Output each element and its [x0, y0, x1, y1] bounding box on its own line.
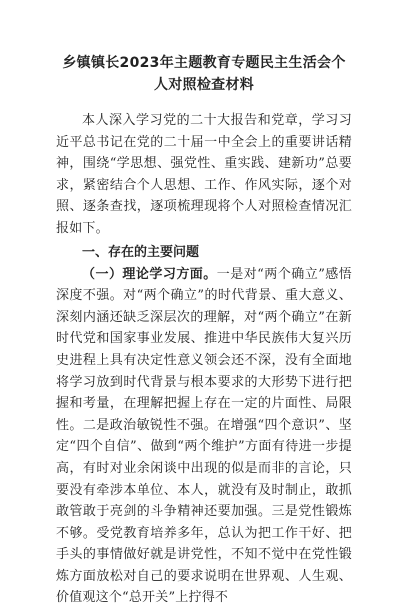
subsection-paragraph — [56, 264, 352, 609]
section-heading: 一、存在的主要问题 — [82, 244, 200, 260]
subsection-lead: （一）理论学习方面。 — [82, 266, 217, 282]
subsection-body: 一是对“两个确立”感悟深度不强。对“两个确立”的时代背景、重大意义、深刻内涵还缺乏深层次的理解，对“两个确立”在新时代党和国家事业发展、推进中华民族伟大复兴历史进程上具有决定性意义领会还不深，没有全面地将学习放到时代背景与根本要求的大形势下进行把握和考量，在理解把握上存在一定的片面性、局限性。二是政治敏锐性不强。在增强“四个意识”、坚定“四个自信”、做到“两个维护”方面有待进一步提高，有时对业余闲谈中出现的似是而非的言论，只要没有牵涉本单位、本人，就没有及时制止，敢抓敢管敢于亮剑的斗争精神还要加强。三是党性锻炼不够。受党教育培养多年，总认为把工作干好、把手头的事情做好就是讲党性，不知不觉中在党性锻炼方面放松对自己的要求说明在世界观、人生观、价值观这个“总开关”上拧得不 — [56, 266, 352, 606]
document-title: 乡镇镇长2023年主题教育专题民主生活会个人对照检查材料 — [62, 55, 346, 93]
intro-paragraph: 本人深入学习党的二十大报告和党章，学习习近平总书记在党的二十届一中全会上的重要讲话精神，围绕“学思想、强党性、重实践、建新功”总要求，紧密结合个人思想、工作、作风实际，逐个对照、逐条查找，逐项梳理现将个人对照检查情况汇报如下。 — [56, 113, 352, 236]
